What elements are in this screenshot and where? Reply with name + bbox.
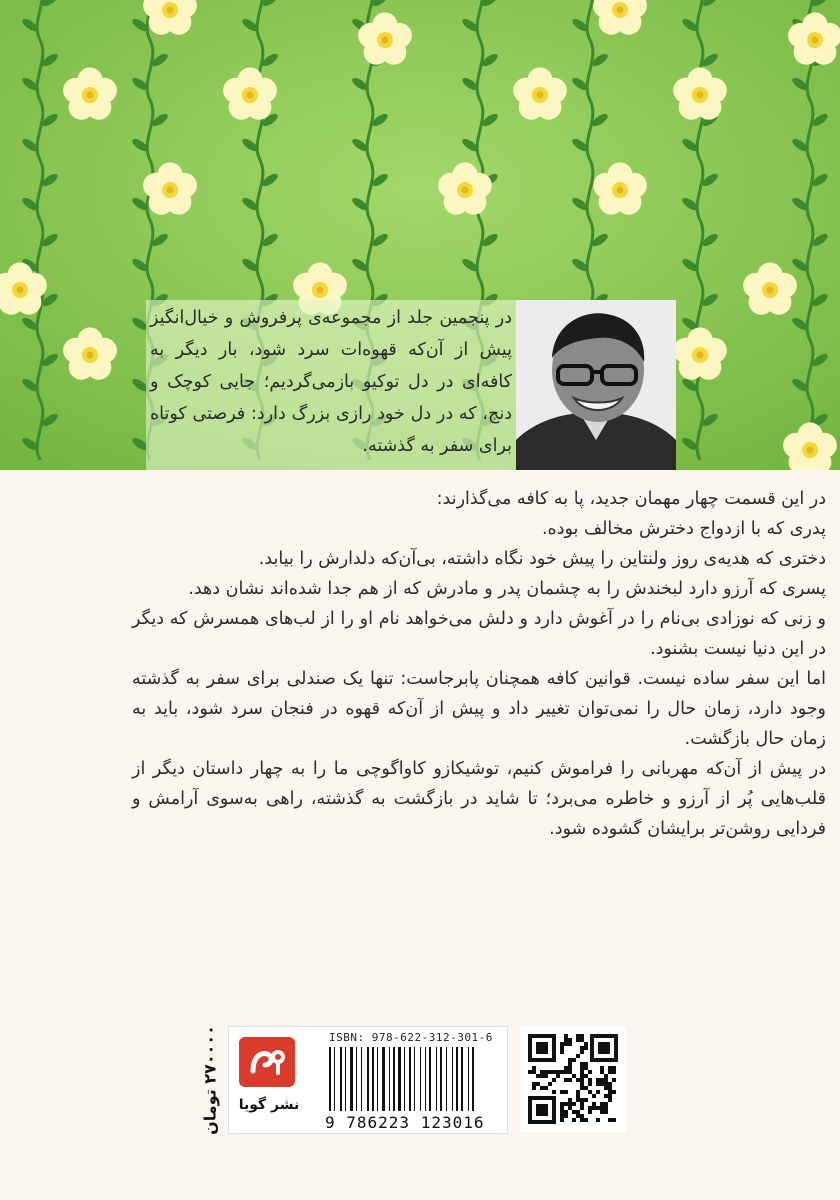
price-text: ۲۷۰۰۰۰ تومان [200, 1025, 220, 1135]
body-paragraph: پسری که آرزو دارد لبخندش را به چشمان پدر و مادرش که از هم جدا شده‌اند نشان دهد. [188, 579, 826, 599]
body-paragraph: پدری که با ازدواج دخترش مخالف بوده. [541, 519, 826, 539]
author-photo [516, 300, 676, 470]
publisher-logo-icon [239, 1037, 295, 1087]
body-paragraph: دختری که هدیه‌ی روز ولنتاین را پیش خود نگاه داشته، بی‌آن‌که دلدارش را بیابد. [258, 549, 826, 569]
body-paragraph: در پیش از آن‌که مهربانی را فراموش کنیم، توشیکازو کاواگوچی ما را به چهار داستان دیگر از قلب‌هایی پُر از آرزو و خاطره می‌برد؛ تا شاید در بازگشت به گذشته، راهی به‌سوی آرامش و فردایی روشن‌تر برایشان گشوده شود. [132, 759, 826, 839]
isbn-barcode-box [228, 1026, 508, 1134]
qr-code [520, 1026, 626, 1132]
intro-paragraph: در پنجمین جلد از مجموعه‌ی پرفروش و خیال‌انگیز پیش از آن‌که قهوه‌ات سرد شود، بار دیگر به کافه‌ای در دل توکیو بازمی‌گردیم؛ جایی کوچک و دنج، که در دل خود رازی بزرگ دارد: فرصتی کوتاه برای سفر به گذشته. [150, 308, 512, 456]
body-paragraph: و زنی که نوزادی بی‌نام را در آغوش دارد و دلش می‌خواهد نام او را از لب‌های همسرش که دیگر در این دنیا نیست بشنود. [132, 609, 826, 659]
isbn-number: ISBN: 978-622-312-301-6 [329, 1031, 493, 1044]
back-cover-description [132, 484, 826, 844]
publisher-name: نشر گویا [238, 1097, 300, 1113]
barcode-digits: 9 786223 123016 [325, 1113, 485, 1132]
price-label [196, 1025, 224, 1135]
body-paragraph: در این قسمت چهار مهمان جدید، پا به کافه می‌گذارند: [436, 489, 826, 509]
body-paragraph: اما این سفر ساده نیست. قوانین کافه همچنان پابرجاست: تنها یک صندلی برای سفر به گذشته وجود دارد، زمان حال را نمی‌توان تغییر داد و پیش از آن‌که قهوه در فنجان سرد شود، باید به زمان حال بازگشت. [132, 669, 826, 749]
barcode-bars [327, 1047, 503, 1111]
